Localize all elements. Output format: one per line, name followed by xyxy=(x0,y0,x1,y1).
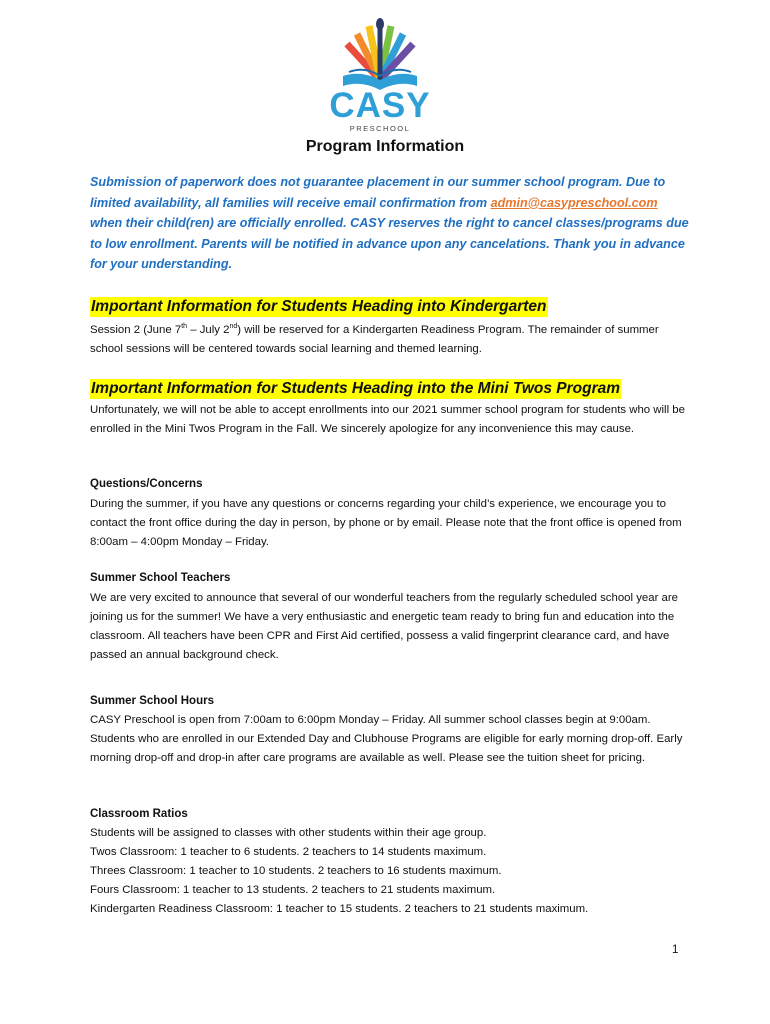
hours-heading: Summer School Hours xyxy=(90,695,214,707)
admin-email-link[interactable]: admin@casypreschool.com xyxy=(490,195,658,210)
questions-text: During the summer, if you have any questions or concerns regarding your child’s experience, we encourage you to contact the front office during the day in person, by phone or by email. Please note that the front office is opened from 8:00am – 4:00pm Monday – Friday. xyxy=(90,498,682,548)
kindergarten-sup-1: th xyxy=(181,323,188,331)
kindergarten-text-1: Session 2 (June 7 xyxy=(90,324,182,336)
kindergarten-text-2: – July 2 xyxy=(187,324,230,336)
logo-subtitle: PRESCHOOL xyxy=(349,124,411,133)
intro-text-end: when their child(ren) are officially enrolled. CASY reserves the right to cancel classes/programs due to low enrollment. Parents will be notified in advance upon any cancelations. Thank you in advance for your understanding. xyxy=(90,216,689,271)
mini-twos-text: Unfortunately, we will not be able to accept enrollments into our 2021 summer school program for students who will be enrolled in the Mini Twos Program in the Fall. We sincerely apologize for any inconvenience this may cause. xyxy=(90,404,685,435)
page-title: Program Information xyxy=(305,138,465,155)
kindergarten-text-3: ) will be reserved for a Kindergarten Readiness Program. The remainder of summer school sessions will be centered towards social learning and themed learning. xyxy=(90,324,659,355)
teachers-text: We are very excited to announce that several of our wonderful teachers from the regularly scheduled school year are joining us for the summer! We have a very enthusiastic and energetic team ready to bring fun and education into the classroom. All teachers have been CPR and First Aid certified, possess a valid fingerprint clearance card, and have passed an annual background check. xyxy=(90,592,678,661)
ratio-line: Fours Classroom: 1 teacher to 13 students. 2 teachers to 21 students maximum. xyxy=(90,884,496,896)
ratio-line: Students will be assigned to classes with other students within their age group. xyxy=(90,827,487,839)
ratio-line: Kindergarten Readiness Classroom: 1 teacher to 15 students. 2 teachers to 21 students maximum. xyxy=(90,903,589,915)
page-number: 1 xyxy=(672,944,679,956)
hours-text: CASY Preschool is open from 7:00am to 6:00pm Monday – Friday. All summer school classes begin at 9:00am. Students who are enrolled in our Extended Day and Clubhouse Programs are eligible for early morning drop-off. Early morning drop-off and drop-in after care programs are available as well. Please see the tuition sheet for pricing. xyxy=(90,714,683,764)
ratio-line: Twos Classroom: 1 teacher to 6 students. 2 teachers to 14 students maximum. xyxy=(90,846,487,858)
ratios-list xyxy=(90,824,690,919)
intro-notice xyxy=(90,172,690,275)
intro-text-start: Submission of paperwork does not guarantee placement in our summer school program. Due to limited availability, all families will receive email confirmation from xyxy=(90,175,666,210)
questions-heading: Questions/Concerns xyxy=(90,478,203,490)
ratio-line: Threes Classroom: 1 teacher to 10 students. 2 teachers to 16 students maximum. xyxy=(90,865,502,877)
teachers-heading: Summer School Teachers xyxy=(90,572,231,584)
kindergarten-text xyxy=(90,321,690,359)
kindergarten-sup-2: nd xyxy=(229,323,238,331)
logo-wordmark: CASY xyxy=(329,86,431,125)
mini-twos-heading: Important Information for Students Heading into the Mini Twos Program xyxy=(91,380,621,397)
ratios-heading: Classroom Ratios xyxy=(90,808,188,820)
kindergarten-heading: Important Information for Students Heading into Kindergarten xyxy=(91,298,547,315)
